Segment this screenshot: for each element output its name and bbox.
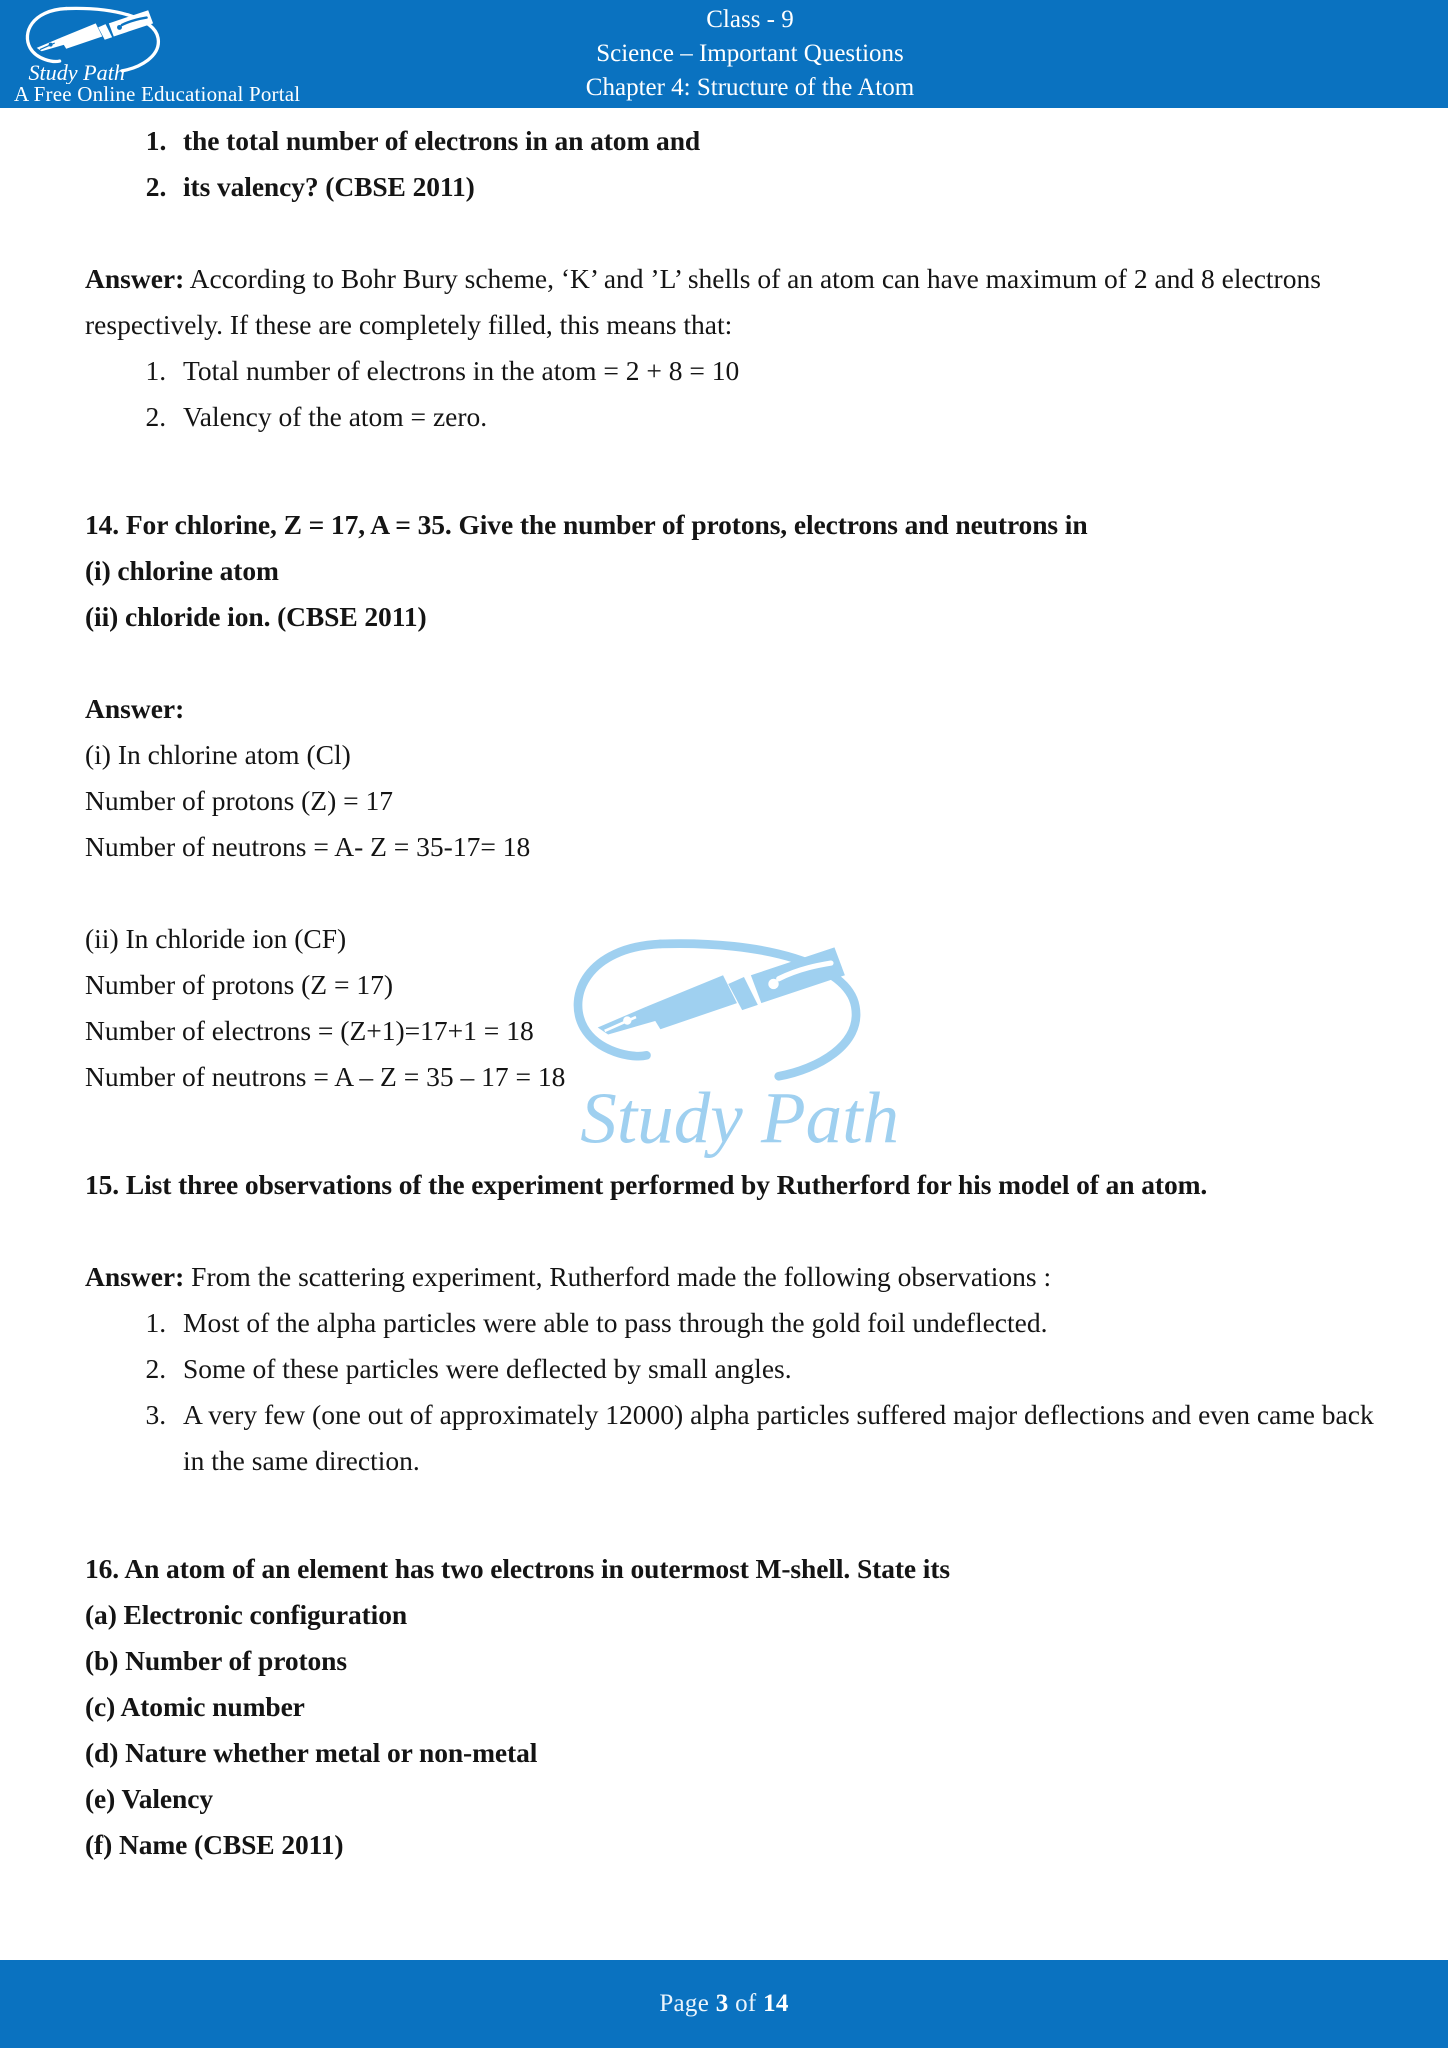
q15-observation-list <box>85 1300 1375 1484</box>
footer-current-page: 3 <box>715 1990 729 2017</box>
answer-text: From the scattering experiment, Rutherford made the following observations : <box>184 1261 1052 1292</box>
answer-text: According to Bohr Bury scheme, ‘K’ and ’L’ shells of an atom can have maximum of 2 and 8 electrons respectively. If these are completely filled, this means that: <box>85 263 1321 340</box>
answer-label: Answer: <box>85 1261 185 1292</box>
q15-answer-paragraph <box>85 1254 1375 1300</box>
q13-answer-paragraph <box>85 256 1375 348</box>
spacer <box>85 1484 1375 1546</box>
q14-option-ii: (ii) chloride ion. (CBSE 2011) <box>85 601 427 632</box>
list-item: 1. Total number of electrons in the atom = 2 + 8 = 10 <box>173 348 1375 394</box>
header-chapter-line: Chapter 4: Structure of the Atom <box>585 74 915 101</box>
study-path-logo <box>14 2 184 84</box>
list-item: 3. A very few (one out of approximately 12000) alpha particles suffered major deflections and even came back in the same direction. <box>173 1392 1375 1484</box>
spacer <box>85 1208 1375 1254</box>
list-item: 2. Valency of the atom = zero. <box>173 394 1375 440</box>
footer-total-pages: 14 <box>763 1990 789 2017</box>
q14-part-ii-line-4: Number of neutrons = A – Z = 35 – 17 = 18 <box>85 1061 566 1092</box>
q14-answer-label: Answer: <box>85 693 185 724</box>
spacer <box>85 210 1375 256</box>
fountain-pen-oval-logo-icon <box>14 2 184 84</box>
q14-title: 14. For chlorine, Z = 17, A = 35. Give the number of protons, electrons and neutrons in <box>85 509 1088 540</box>
page-footer <box>0 1960 1448 2048</box>
brand-name-script: Study Path <box>28 59 125 84</box>
q14-option-i: (i) chlorine atom <box>85 555 279 586</box>
header-title-block <box>400 0 1100 108</box>
document-body <box>85 118 1375 1868</box>
spacer <box>85 870 1375 916</box>
brand-block <box>0 0 400 108</box>
q14-part-ii-line-2: Number of protons (Z = 17) <box>85 969 394 1000</box>
answer-label: Answer: <box>85 263 185 294</box>
header-class-line: Class - 9 <box>706 6 794 33</box>
q14-part-i-line-2: Number of protons (Z) = 17 <box>85 785 394 816</box>
list-item: 1. the total number of electrons in an atom and <box>173 118 1375 164</box>
q14-part-ii-line-1: (ii) In chloride ion (CF) <box>85 923 347 954</box>
page-number-label <box>659 1990 788 2018</box>
q13-continuation-list <box>85 118 1375 210</box>
q14-part-i-line-1: (i) In chlorine atom (Cl) <box>85 739 351 770</box>
list-item: 1. Most of the alpha particles were able to pass through the gold foil undeflected. <box>173 1300 1375 1346</box>
q14-part-ii-line-3: Number of electrons = (Z+1)=17+1 = 18 <box>85 1015 534 1046</box>
list-item: 2. Some of these particles were deflected by small angles. <box>173 1346 1375 1392</box>
q16-option-a: (a) Electronic configuration <box>85 1599 408 1630</box>
spacer <box>85 640 1375 686</box>
brand-tagline: A Free Online Educational Portal <box>14 82 301 106</box>
watermark-text: Study Path <box>580 1077 900 1159</box>
spacer <box>85 440 1375 502</box>
q16-option-d: (d) Nature whether metal or non-metal <box>85 1737 538 1768</box>
q16-option-c: (c) Atomic number <box>85 1691 305 1722</box>
page-header <box>0 0 1448 108</box>
footer-page-middle: of <box>735 1990 757 2017</box>
list-item: 2. its valency? (CBSE 2011) <box>173 164 1375 210</box>
q15-title: 15. List three observations of the experiment performed by Rutherford for his model of an atom. <box>85 1169 1208 1200</box>
q14-part-i-line-3: Number of neutrons = A- Z = 35-17= 18 <box>85 831 531 862</box>
header-subject-line: Science – Important Questions <box>596 40 904 67</box>
spacer <box>85 1100 1375 1162</box>
q13-answer-list <box>85 348 1375 440</box>
q16-title: 16. An atom of an element has two electrons in outermost M-shell. State its <box>85 1553 951 1584</box>
q16-option-f: (f) Name (CBSE 2011) <box>85 1829 344 1860</box>
footer-page-prefix: Page <box>659 1990 710 2017</box>
q16-option-b: (b) Number of protons <box>85 1645 347 1676</box>
q16-option-e: (e) Valency <box>85 1783 213 1814</box>
